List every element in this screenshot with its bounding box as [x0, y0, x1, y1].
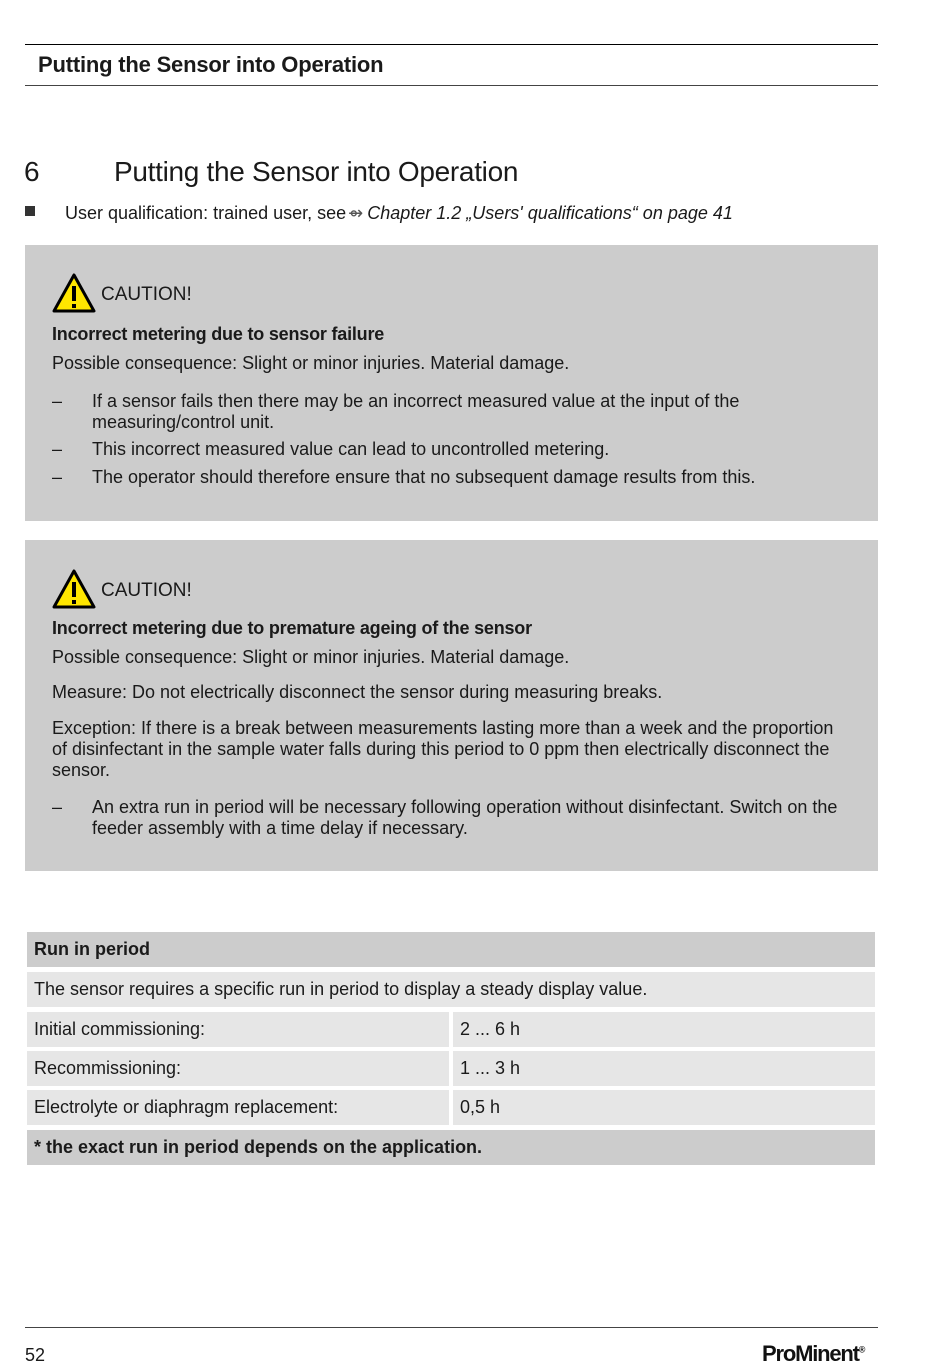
caution-exception: Exception: If there is a break between measurements lasting more than a week and the proportion of disinfectant in the sample water falls during this period to 0 ppm then electrically disconnect the sensor.: [52, 718, 834, 780]
square-bullet-icon: [25, 206, 35, 216]
caution-consequence: Possible consequence: Slight or minor injuries. Material damage.: [52, 647, 570, 667]
dash-bullet-icon: –: [52, 467, 63, 487]
caution-measure: Measure: Do not electrically disconnect the sensor during measuring breaks.: [52, 682, 663, 702]
dash-bullet-icon: –: [52, 391, 63, 411]
list-item-text: An extra run in period will be necessary following operation without disinfectant. Switch on the feeder assembly with a time delay if necessary.: [92, 797, 838, 838]
warning-triangle-icon: [52, 273, 96, 313]
caution-box-sensor-failure: [25, 245, 878, 521]
cross-reference-arrow-icon: ⇴: [348, 203, 364, 223]
table-row-label: Recommissioning:: [27, 1051, 449, 1086]
caution-headline: Incorrect metering due to premature ageing of the sensor: [52, 618, 532, 638]
caution-signal-word: CAUTION!: [101, 284, 192, 305]
table-intro: The sensor requires a specific run in period to display a steady display value.: [27, 972, 875, 1007]
table-footnote: * the exact run in period depends on the application.: [27, 1130, 875, 1165]
qualification-prefix: User qualification: trained user, see: [65, 203, 347, 223]
table-row-value: 0,5 h: [453, 1090, 875, 1125]
running-header-title: Putting the Sensor into Operation: [38, 52, 384, 77]
caution-headline: Incorrect metering due to sensor failure: [52, 324, 385, 344]
table-title: Run in period: [27, 932, 875, 967]
caution-signal: [52, 569, 252, 609]
list-item-text: This incorrect measured value can lead to uncontrolled metering.: [92, 439, 610, 459]
table-row-label: Initial commissioning:: [27, 1012, 449, 1047]
list-item-text: The operator should therefore ensure that no subsequent damage results from this.: [92, 467, 756, 487]
page-number: 52: [25, 1345, 46, 1365]
table-row-value: 1 ... 3 h: [453, 1051, 875, 1086]
caution-signal-word: CAUTION!: [101, 580, 192, 601]
footer-divider: [25, 1327, 878, 1328]
caution-box-premature-ageing: [25, 540, 878, 871]
table-row-label: Electrolyte or diaphragm replacement:: [27, 1090, 449, 1125]
dash-bullet-icon: –: [52, 797, 63, 817]
list-item-text: If a sensor fails then there may be an incorrect measured value at the input of the measuring/control unit.: [92, 391, 740, 432]
caution-signal: [52, 273, 252, 313]
warning-triangle-icon: [52, 569, 96, 609]
user-qualification-text: [65, 203, 733, 224]
chapter-cross-reference-link[interactable]: Chapter 1.2 „Users' qualifications“ on page 41: [367, 203, 733, 223]
chapter-number: 6: [24, 156, 40, 187]
registered-mark: ®: [858, 1344, 866, 1355]
table-row-value: 2 ... 6 h: [453, 1012, 875, 1047]
brand-name: ProMinent: [762, 1341, 859, 1366]
chapter-title: Putting the Sensor into Operation: [114, 156, 519, 187]
prominent-logo: [762, 1341, 865, 1367]
running-header: [25, 44, 878, 86]
dash-bullet-icon: –: [52, 439, 63, 459]
caution-consequence: Possible consequence: Slight or minor injuries. Material damage.: [52, 353, 570, 373]
